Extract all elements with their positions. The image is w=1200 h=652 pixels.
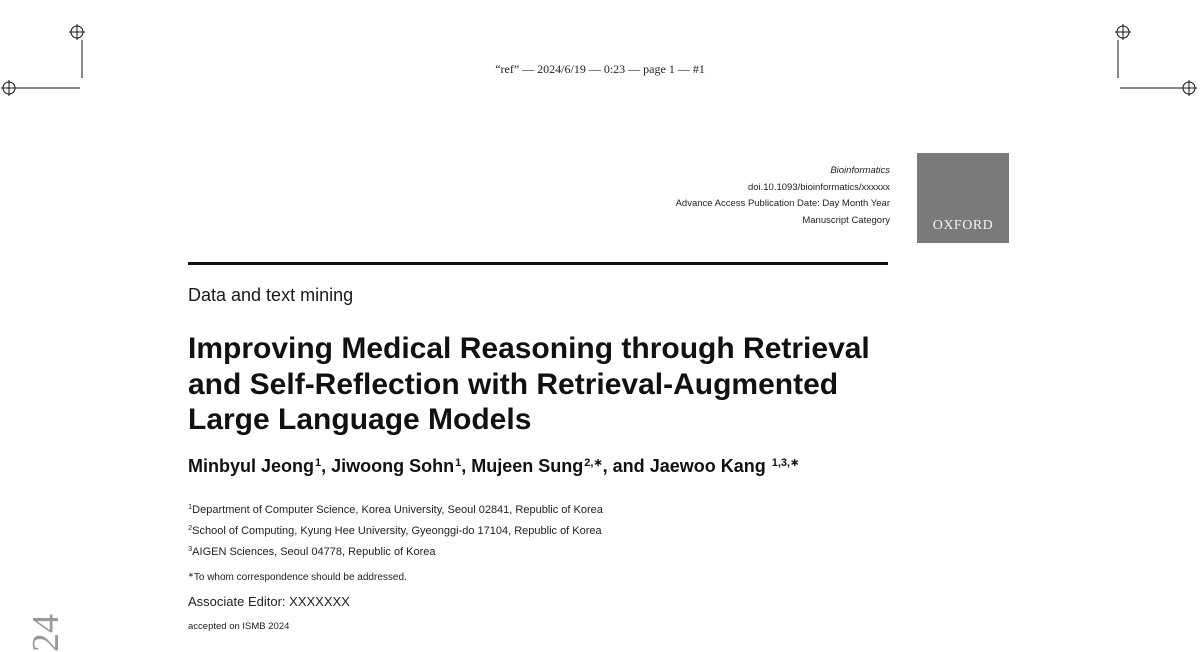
author-separator: , and xyxy=(602,456,650,476)
journal-name: Bioinformatics xyxy=(830,165,890,176)
accepted-note: accepted on ISMB 2024 xyxy=(188,621,290,632)
title-line: Large Language Models xyxy=(188,403,532,436)
publication-date: Advance Access Publication Date: Day Month Year xyxy=(675,198,890,209)
correspondence-text: To whom correspondence should be addressed. xyxy=(193,572,407,583)
affiliation xyxy=(188,498,603,519)
journal-info xyxy=(676,163,890,229)
author-affiliation-mark: 1 xyxy=(315,457,322,469)
section-label: Data and text mining xyxy=(188,285,354,305)
affiliation-number: 1 xyxy=(188,502,193,511)
affiliation-text: AIGEN Sciences, Seoul 04778, Republic of Korea xyxy=(192,546,436,558)
side-stamp-text: 24 xyxy=(25,614,67,652)
side-stamp xyxy=(22,612,67,652)
publisher-logo xyxy=(917,153,1009,243)
author-affiliation-mark: 1,3,∗ xyxy=(771,457,800,469)
publisher-logo-text: OXFORD xyxy=(932,218,994,233)
crop-mark-icon xyxy=(0,74,82,102)
affiliation xyxy=(188,540,603,561)
affiliation-list xyxy=(188,498,603,561)
author-separator: , xyxy=(461,456,472,476)
affiliation-text: School of Computing, Kyung Hee University, Gyeonggi-do 17104, Republic of Korea xyxy=(192,525,602,537)
title-line: and Self-Reflection with Retrieval-Augmented xyxy=(188,367,839,401)
correspondence-note xyxy=(188,571,407,583)
author-name: Jiwoong Sohn xyxy=(331,456,455,476)
crop-mark-icon xyxy=(1118,74,1200,102)
title-line: Improving Medical Reasoning through Retrieval xyxy=(188,332,870,365)
author-name: Jaewoo Kang xyxy=(649,456,771,476)
author-affiliation-mark: 1 xyxy=(455,457,462,469)
affiliation-text: Department of Computer Science, Korea University, Seoul 02841, Republic of Korea xyxy=(192,504,603,516)
correspondence-mark: ∗ xyxy=(188,572,194,579)
paper-title xyxy=(188,331,918,438)
author-affiliation-mark: 2,∗ xyxy=(584,457,603,469)
associate-editor: Associate Editor: XXXXXXX xyxy=(188,594,350,609)
running-head: “ref” — 2024/6/19 — 0:23 — page 1 — #1 xyxy=(495,62,705,76)
manuscript-category: Manuscript Category xyxy=(802,214,890,226)
affiliation-number: 2 xyxy=(188,523,193,532)
journal-doi: doi.10.1093/bioinformatics/xxxxxx xyxy=(747,181,890,193)
author-name: Mujeen Sung xyxy=(471,456,584,476)
author-name: Minbyul Jeong xyxy=(188,456,314,476)
author-separator: , xyxy=(321,456,332,476)
author-list xyxy=(188,456,799,477)
header-rule xyxy=(188,262,888,265)
affiliation-number: 3 xyxy=(188,544,193,553)
affiliation xyxy=(188,519,603,540)
